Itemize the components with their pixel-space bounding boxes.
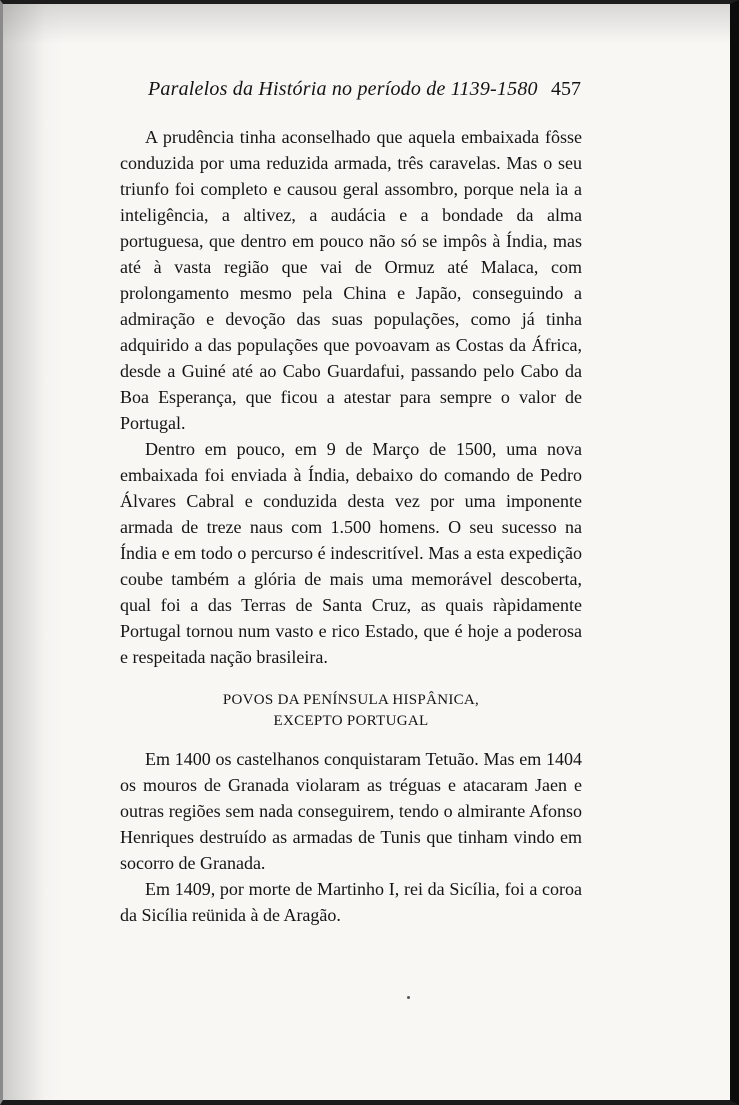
running-header <box>148 78 588 110</box>
section-heading-line-2: EXCEPTO PORTUGAL <box>273 713 429 729</box>
ink-speck <box>407 996 410 999</box>
section-heading-line-1: POVOS DA PENÍNSULA HISPÂNICA, <box>222 692 480 708</box>
body-text <box>120 124 582 928</box>
section-heading <box>120 690 582 732</box>
page-number: 457 <box>551 78 581 100</box>
paragraph-tetuao: Em 1400 os castelhanos conquistaram Tetuão. Mas em 1404 os mouros de Granada violaram as tréguas e atacaram Jaen e outras regiões sem nada conseguirem, tendo o almirante Afonso Henriques destruído as armadas de Tunis que tinham vindo em socorro de Granada. <box>120 749 582 873</box>
scan-shadow-left <box>3 4 63 1100</box>
paragraph-sicilia: Em 1409, por morte de Martinho I, rei da Sicília, foi a coroa da Sicília reünida à de Aragão. <box>120 879 582 925</box>
running-header-title: Paralelos da História no período de 1139-1580 <box>148 78 538 100</box>
paragraph-embaixada: A prudência tinha aconselhado que aquela embaixada fôsse conduzida por uma reduzida armada, três caravelas. Mas o seu triunfo foi completo e causou geral assombro, porque nela ia a inteligência, a altivez, a audácia e a bondade da alma portuguesa, que dentro em pouco não só se impôs à Índia, mas até à vasta região que vai de Ormuz até Malaca, com prolongamento mesmo pela China e Japão, conseguindo a admiração e devoção das suas populações, como já tinha adquirido a das populações que povoavam as Costas da África, desde a Guiné até ao Cabo Guardafui, passando pelo Cabo da Boa Esperança, que ficou a atestar para sempre o valor de Portugal. <box>120 127 582 433</box>
scan-shadow-top <box>3 4 730 44</box>
paragraph-cabral: Dentro em pouco, em 9 de Março de 1500, uma nova embaixada foi enviada à Índia, debaixo do comando de Pedro Álvares Cabral e conduzida desta vez por uma imponente armada de treze naus com 1.500 homens. O seu sucesso na Índia e em todo o percurso é indescritível. Mas a esta expedição coube também a glória de mais uma memorável descoberta, qual foi a das Terras de Santa Cruz, as quais ràpidamente Portugal tornou num vasto e rico Estado, que é hoje a poderosa e respeitada nação brasileira. <box>120 439 582 667</box>
